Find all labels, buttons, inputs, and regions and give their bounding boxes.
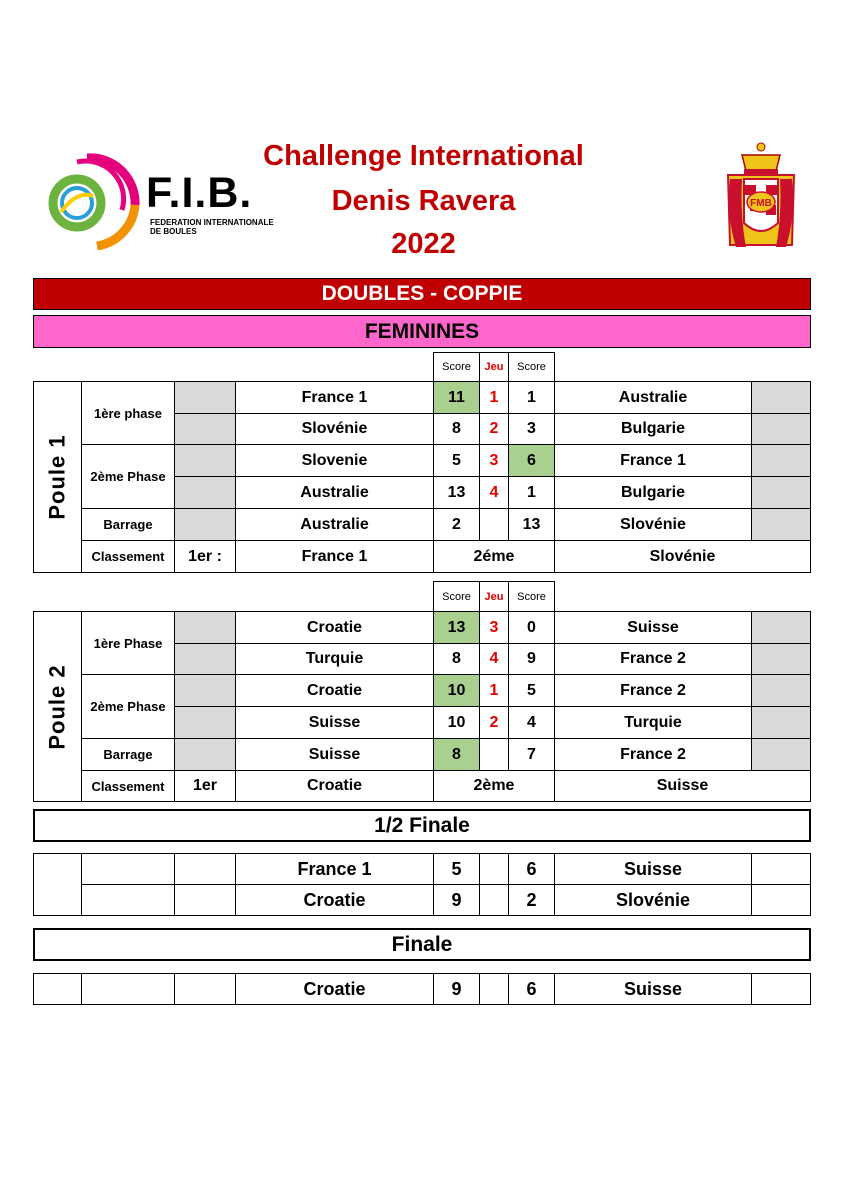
gray-cell <box>174 508 236 541</box>
blank-cell <box>174 884 236 916</box>
jeu-number: 1 <box>479 381 509 414</box>
team-b: Bulgarie <box>554 413 752 445</box>
gray-cell <box>751 643 811 675</box>
score-b: 6 <box>508 853 555 885</box>
score-b: 9 <box>508 643 555 675</box>
second-place-label: 2éme <box>433 540 555 573</box>
team-b: France 1 <box>554 444 752 477</box>
gender-banner: FEMININES <box>33 315 811 348</box>
gray-cell <box>751 738 811 771</box>
team-a: France 1 <box>235 381 434 414</box>
gray-cell <box>751 611 811 644</box>
jeu-number: 4 <box>479 643 509 675</box>
gray-cell <box>751 706 811 739</box>
barrage-label: Barrage <box>81 508 175 541</box>
score-b: 5 <box>508 674 555 707</box>
first-place-label: 1er : <box>174 540 236 573</box>
category-banner: DOUBLES - COPPIE <box>33 278 811 310</box>
blank-cell <box>174 853 236 885</box>
score-a: 5 <box>433 853 480 885</box>
team-a: Turquie <box>235 643 434 675</box>
team-a: Slovénie <box>235 413 434 445</box>
second-place-team: Suisse <box>554 770 811 802</box>
team-b: Suisse <box>554 611 752 644</box>
poule-2-label: Poule 2 <box>33 611 82 802</box>
title-line-2: Denis Ravera <box>331 185 516 217</box>
fmb-crest-text: FMB <box>750 198 772 209</box>
gray-cell <box>751 413 811 445</box>
phase-1-label: 1ère Phase <box>81 611 175 675</box>
blank-cell <box>479 973 509 1005</box>
score-b: 6 <box>508 444 555 477</box>
final-title: Finale <box>33 928 811 961</box>
jeu-number: 1 <box>479 674 509 707</box>
blank-cell <box>81 973 175 1005</box>
gray-cell <box>174 444 236 477</box>
team-b: Suisse <box>554 853 752 885</box>
jeu-number: 3 <box>479 444 509 477</box>
score-a: 10 <box>433 706 480 739</box>
jeu-number <box>479 738 509 771</box>
gray-cell <box>174 381 236 414</box>
team-a: Croatie <box>235 674 434 707</box>
poule-1-label: Poule 1 <box>33 381 82 573</box>
barrage-label: Barrage <box>81 738 175 771</box>
score-b: 1 <box>508 381 555 414</box>
score-a: 9 <box>433 973 480 1005</box>
score-b: 1 <box>508 476 555 509</box>
semifinal-title: 1/2 Finale <box>33 809 811 842</box>
team-a: Croatie <box>235 884 434 916</box>
score-b: 3 <box>508 413 555 445</box>
team-b: Slovénie <box>554 884 752 916</box>
score-b: 4 <box>508 706 555 739</box>
title-line-1: Challenge International <box>263 140 584 172</box>
team-b: Australie <box>554 381 752 414</box>
score-a: 11 <box>433 381 480 414</box>
jeu-number: 2 <box>479 413 509 445</box>
classement-label: Classement <box>81 540 175 573</box>
first-place-label: 1er <box>174 770 236 802</box>
team-b: France 2 <box>554 674 752 707</box>
phase-1-label: 1ère phase <box>81 381 175 445</box>
score-a: 2 <box>433 508 480 541</box>
score-a: 13 <box>433 611 480 644</box>
score-a: 8 <box>433 413 480 445</box>
score-b: 6 <box>508 973 555 1005</box>
blank-cell <box>479 884 509 916</box>
blank-cell <box>81 853 175 885</box>
classement-label: Classement <box>81 770 175 802</box>
jeu-number: 2 <box>479 706 509 739</box>
team-b: Turquie <box>554 706 752 739</box>
score-header-left: Score <box>433 581 480 612</box>
team-b: France 2 <box>554 738 752 771</box>
phase-2-label: 2ème Phase <box>81 444 175 509</box>
gray-cell <box>751 674 811 707</box>
team-a: Croatie <box>235 611 434 644</box>
gray-cell <box>751 476 811 509</box>
score-b: 7 <box>508 738 555 771</box>
blank-cell <box>751 973 811 1005</box>
team-a: Australie <box>235 508 434 541</box>
gray-cell <box>751 381 811 414</box>
jeu-number: 3 <box>479 611 509 644</box>
team-b: Bulgarie <box>554 476 752 509</box>
gray-cell <box>174 413 236 445</box>
score-a: 13 <box>433 476 480 509</box>
blank-cell <box>751 884 811 916</box>
score-a: 10 <box>433 674 480 707</box>
score-header-left: Score <box>433 352 480 382</box>
gray-cell <box>751 508 811 541</box>
team-a: Australie <box>235 476 434 509</box>
fib-logo-text: F.I.B. <box>146 169 253 217</box>
jeu-number: 4 <box>479 476 509 509</box>
first-place-team: Croatie <box>235 770 434 802</box>
gray-cell <box>174 738 236 771</box>
score-header-right: Score <box>508 581 555 612</box>
team-a: Suisse <box>235 706 434 739</box>
score-a: 5 <box>433 444 480 477</box>
second-place-label: 2ème <box>433 770 555 802</box>
blank-cell <box>81 884 175 916</box>
phase-2-label: 2ème Phase <box>81 674 175 739</box>
gray-cell <box>174 674 236 707</box>
blank-cell <box>174 973 236 1005</box>
score-b: 0 <box>508 611 555 644</box>
title-line-3: 2022 <box>391 228 456 260</box>
gray-cell <box>174 706 236 739</box>
gray-cell <box>751 444 811 477</box>
score-a: 9 <box>433 884 480 916</box>
score-header-right: Score <box>508 352 555 382</box>
score-a: 8 <box>433 738 480 771</box>
team-a: France 1 <box>235 853 434 885</box>
jeu-header: Jeu <box>479 581 509 612</box>
blank-cell <box>479 853 509 885</box>
first-place-team: France 1 <box>235 540 434 573</box>
gray-cell <box>174 643 236 675</box>
jeu-header: Jeu <box>479 352 509 382</box>
team-a: Croatie <box>235 973 434 1005</box>
score-b: 2 <box>508 884 555 916</box>
gray-cell <box>174 611 236 644</box>
blank-cell <box>751 853 811 885</box>
blank-cell <box>33 853 82 916</box>
fmb-crest-logo <box>722 135 800 253</box>
team-b: Slovénie <box>554 508 752 541</box>
team-b: Suisse <box>554 973 752 1005</box>
jeu-number <box>479 508 509 541</box>
second-place-team: Slovénie <box>554 540 811 573</box>
fib-logo-subtitle: FEDERATION INTERNATIONALE DE BOULES <box>150 218 274 236</box>
gray-cell <box>174 476 236 509</box>
team-b: France 2 <box>554 643 752 675</box>
score-b: 13 <box>508 508 555 541</box>
score-a: 8 <box>433 643 480 675</box>
team-a: Suisse <box>235 738 434 771</box>
blank-cell <box>33 973 82 1005</box>
team-a: Slovenie <box>235 444 434 477</box>
